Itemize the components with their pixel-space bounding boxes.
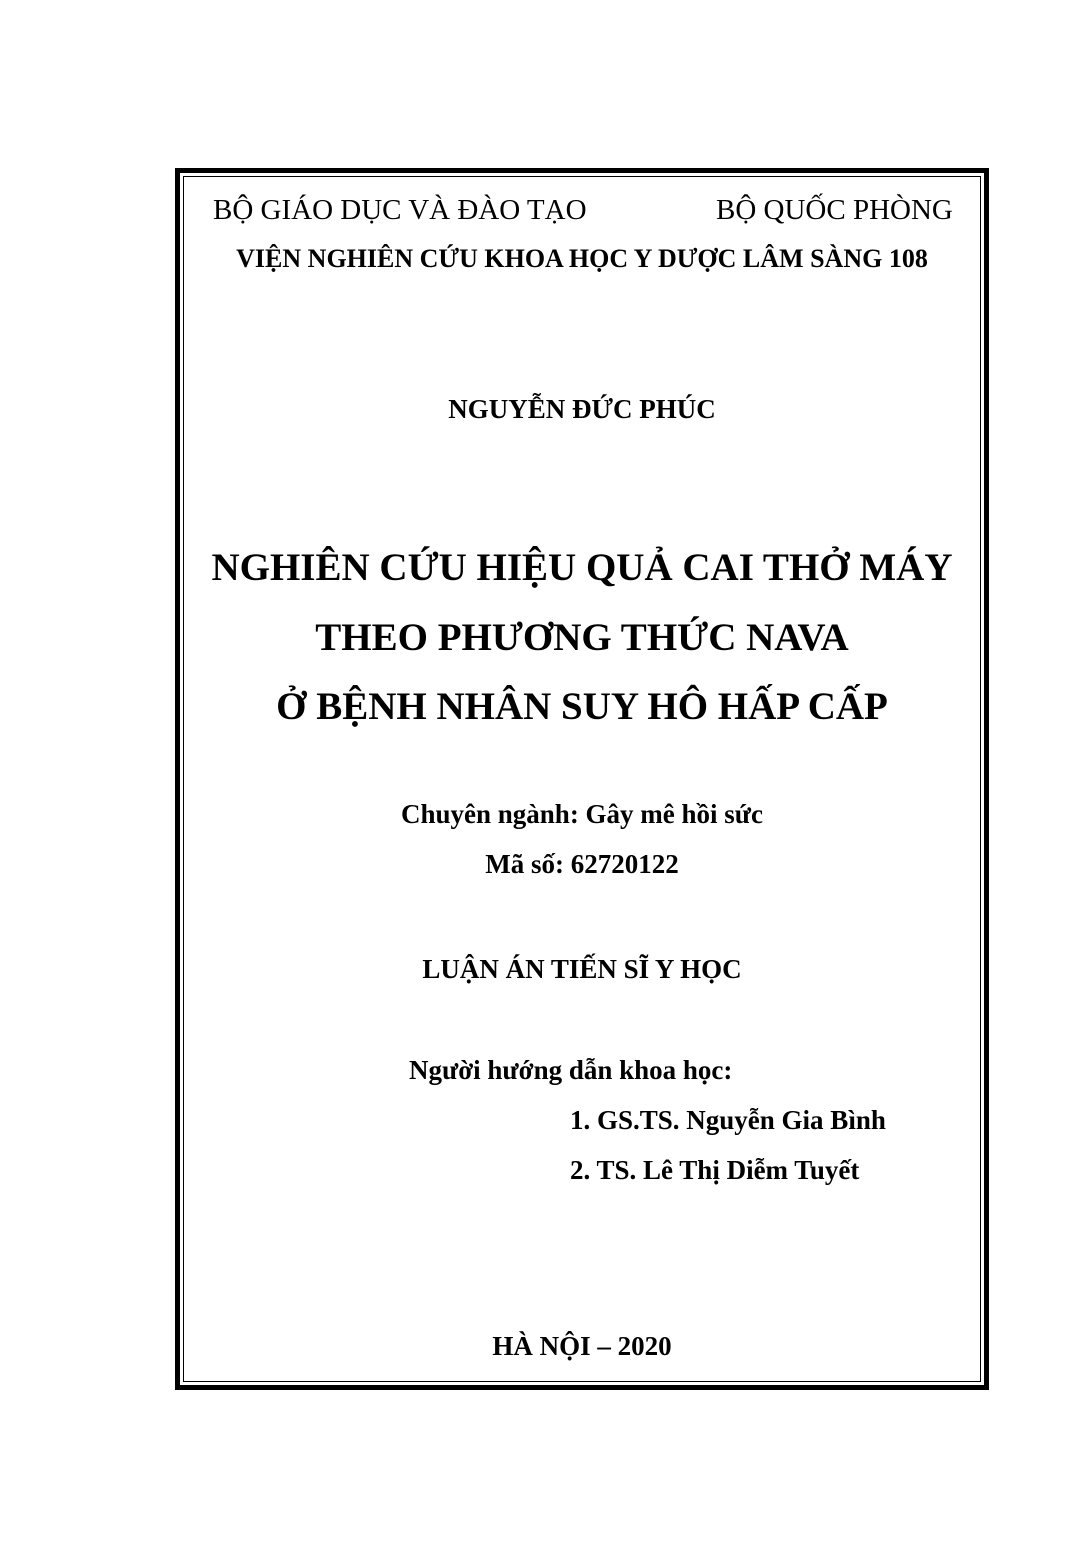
thesis-title-line-3: Ở BỆNH NHÂN SUY HÔ HẤP CẤP: [276, 685, 888, 728]
supervisor-1: 1. GS.TS. Nguyễn Gia Bình: [570, 1105, 886, 1135]
ministry-defense: BỘ QUỐC PHÒNG: [716, 194, 953, 226]
page-border-inner: [183, 176, 981, 1382]
supervisors-label: Người hướng dẫn khoa học:: [409, 1055, 733, 1085]
thesis-title-line-2: THEO PHƯƠNG THỨC NAVA: [315, 616, 849, 659]
supervisor-2: 2. TS. Lê Thị Diễm Tuyết: [570, 1155, 860, 1185]
author-name: NGUYỄN ĐỨC PHÚC: [448, 394, 716, 424]
code-number: Mã số: 62720122: [485, 849, 679, 879]
thesis-title-line-1: NGHIÊN CỨU HIỆU QUẢ CAI THỞ MÁY: [211, 546, 953, 589]
ministry-education: BỘ GIÁO DỤC VÀ ĐÀO TẠO: [213, 194, 587, 226]
institute-name: VIỆN NGHIÊN CỨU KHOA HỌC Y DƯỢC LÂM SÀNG 108: [236, 244, 928, 273]
specialty: Chuyên ngành: Gây mê hồi sức: [400, 799, 763, 829]
degree-type: LUẬN ÁN TIẾN SĨ Y HỌC: [422, 954, 742, 984]
place-and-year: HÀ NỘI – 2020: [492, 1331, 672, 1361]
